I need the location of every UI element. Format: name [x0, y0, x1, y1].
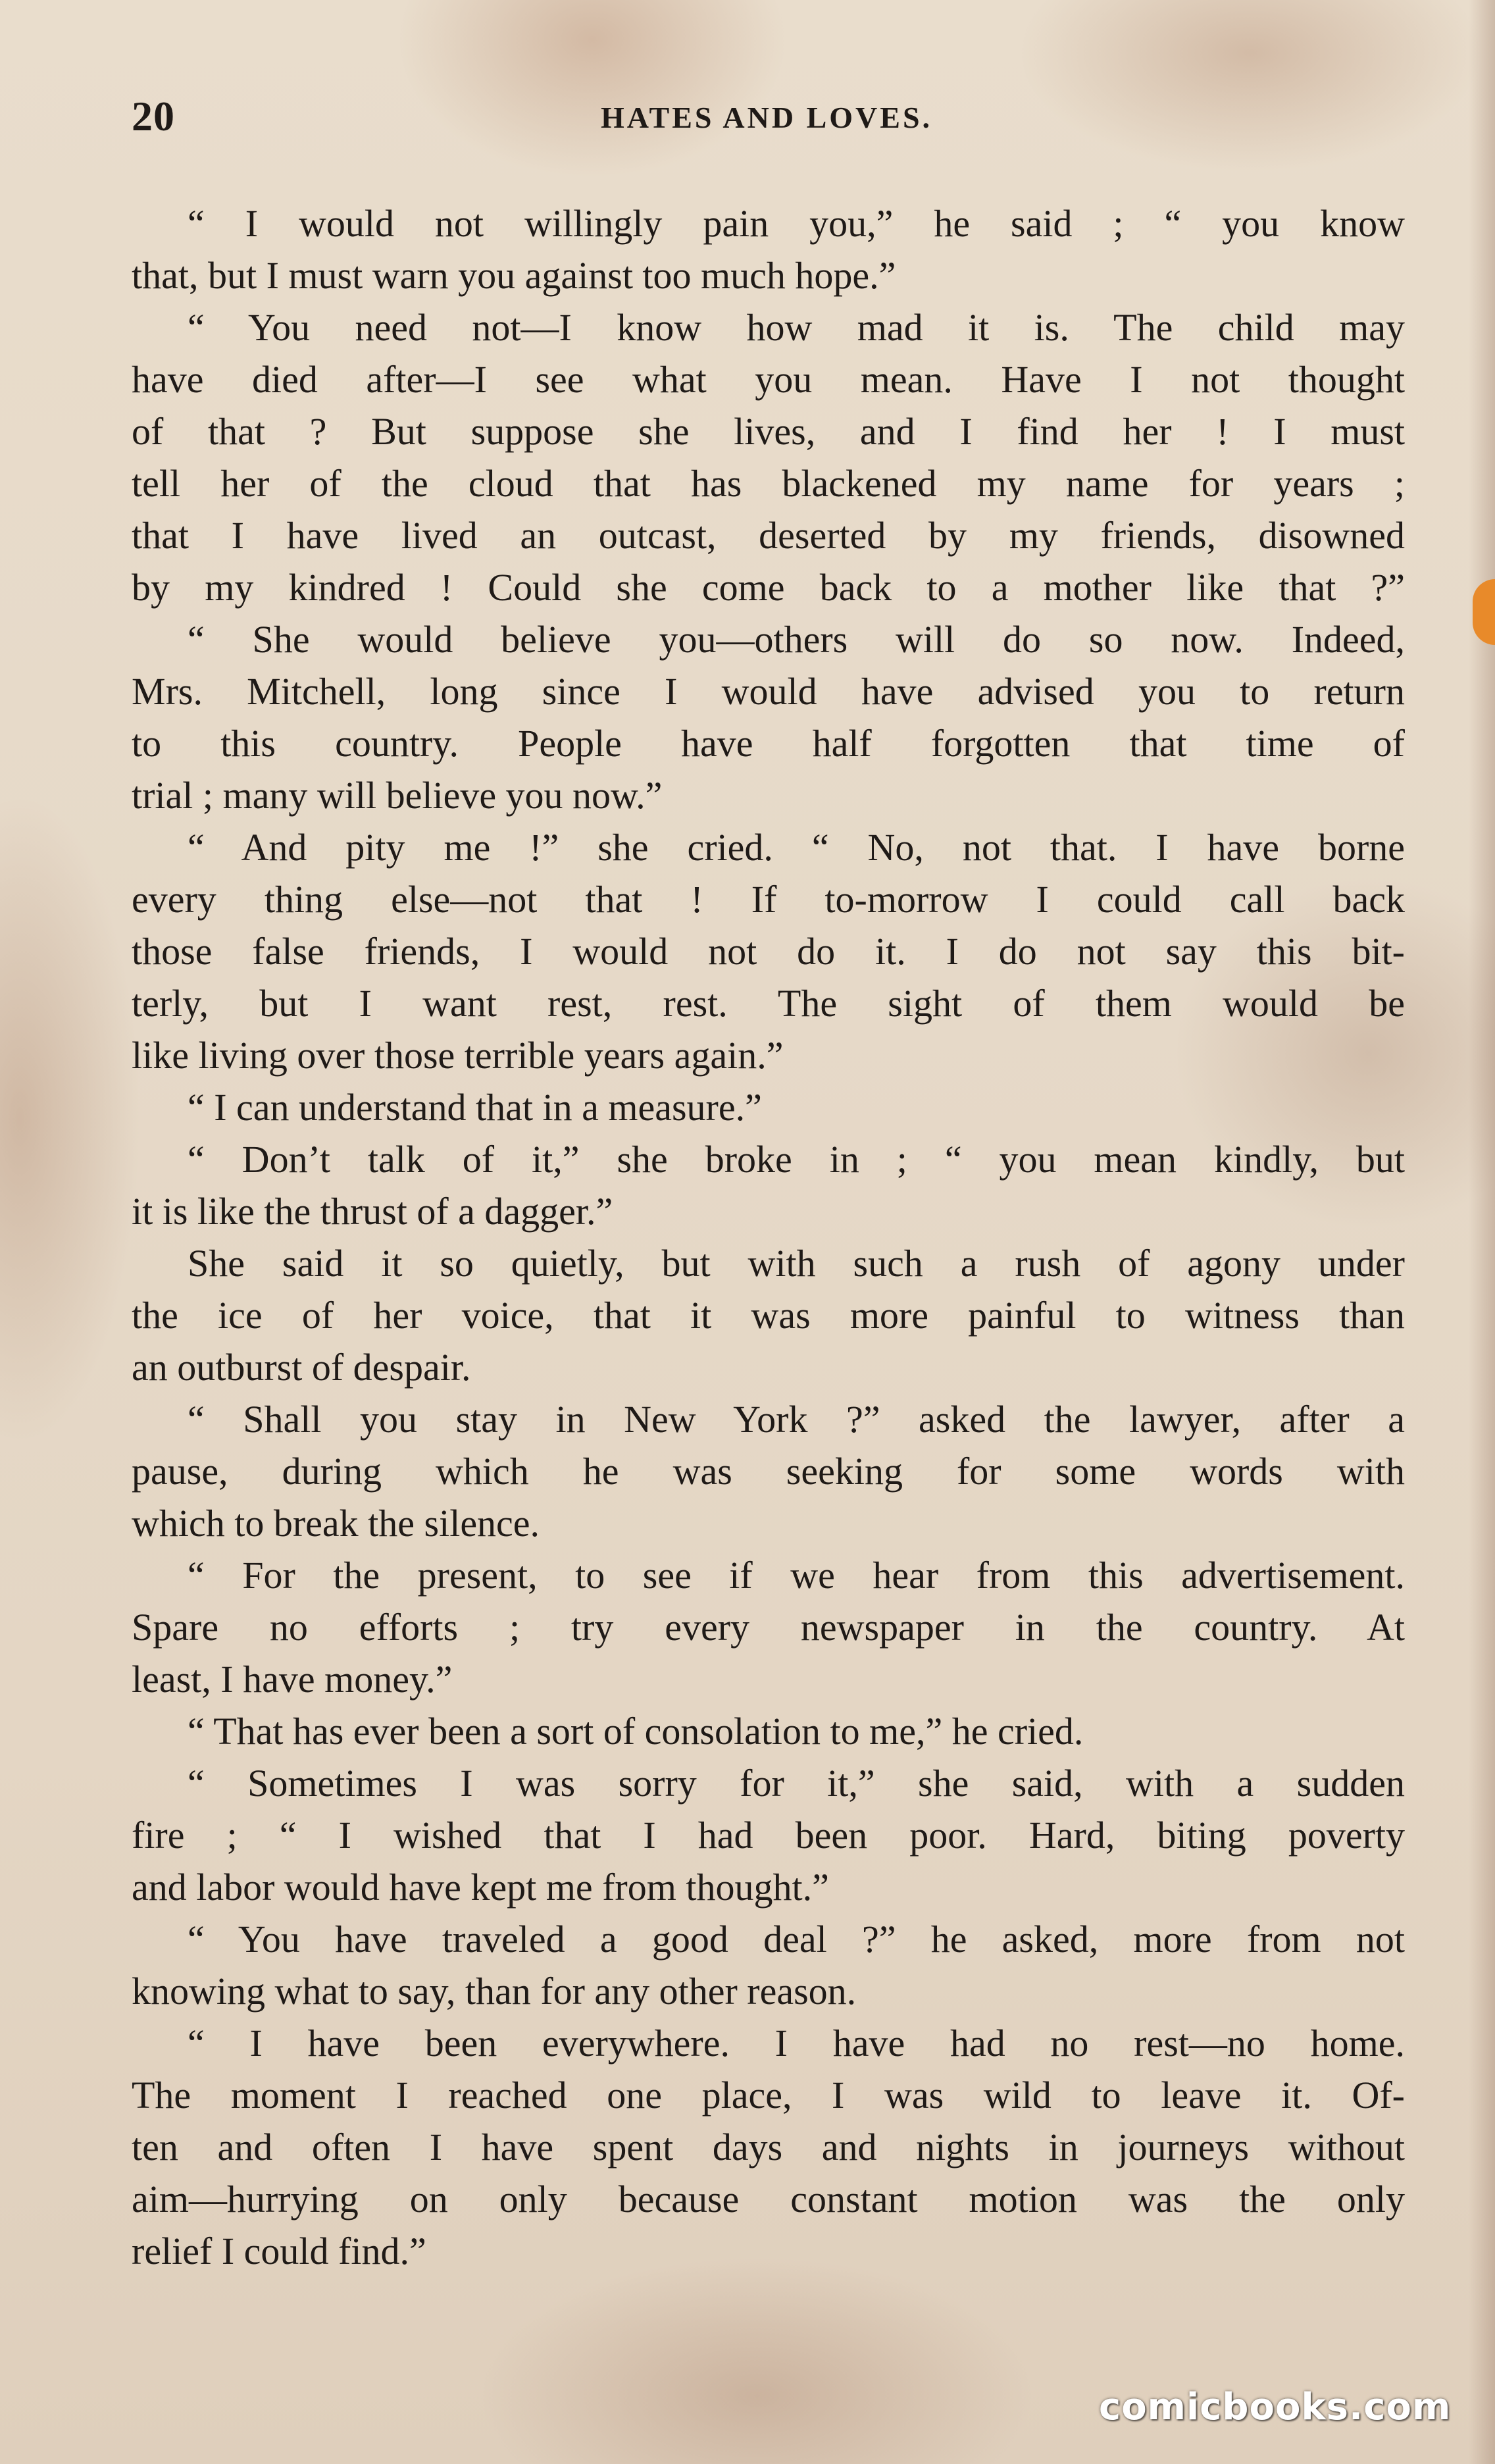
text-line: an outburst of despair.	[132, 1346, 471, 1389]
text-line: have died after—I see what you mean. Have I not thought	[132, 358, 1405, 401]
text-line: least, I have money.”	[132, 1658, 453, 1701]
text-line: “ You need not—I know how mad it is. The child may	[188, 306, 1405, 349]
text-line: it is like the thrust of a dagger.”	[132, 1190, 613, 1233]
text-line: Spare no efforts ; try every newspaper in the country. At	[132, 1606, 1405, 1649]
text-line: by my kindred ! Could she come back to a mother like that ?”	[132, 566, 1405, 609]
text-line: “ She would believe you—others will do so now. Indeed,	[188, 618, 1405, 661]
text-line: “ Shall you stay in New York ?” asked the lawyer, after a	[188, 1398, 1405, 1441]
text-line: “ I can understand that in a measure.”	[188, 1086, 762, 1129]
text-line: “ Don’t talk of it,” she broke in ; “ you mean kindly, but	[188, 1138, 1405, 1181]
text-line: terly, but I want rest, rest. The sight of them would be	[132, 982, 1405, 1025]
text-line: ten and often I have spent days and nights in journeys without	[132, 2126, 1405, 2169]
text-line: “ I have been everywhere. I have had no rest—no home.	[188, 2022, 1405, 2065]
text-line: The moment I reached one place, I was wild to leave it. Of-	[132, 2074, 1405, 2117]
running-title: HATES AND LOVES.	[600, 101, 933, 134]
text-line: and labor would have kept me from thought.”	[132, 1866, 829, 1909]
text-line: “ That has ever been a sort of consolation to me,” he cried.	[188, 1710, 1084, 1753]
text-line: fire ; “ I wished that I had been poor. Hard, biting poverty	[132, 1814, 1405, 1857]
page-header	[132, 92, 1402, 151]
text-line: to this country. People have half forgotten that time of	[132, 722, 1405, 765]
text-line: that, but I must warn you against too much hope.”	[132, 254, 896, 297]
text-line: “ And pity me !” she cried. “ No, not that. I have borne	[188, 826, 1405, 869]
body-text	[132, 197, 1405, 2277]
text-line: of that ? But suppose she lives, and I find her ! I must	[132, 410, 1405, 453]
text-line: pause, during which he was seeking for some words with	[132, 1450, 1405, 1493]
text-line: knowing what to say, than for any other reason.	[132, 1970, 857, 2013]
text-line: She said it so quietly, but with such a rush of agony under	[188, 1242, 1405, 1285]
text-line: tell her of the cloud that has blackened my name for years ;	[132, 462, 1405, 505]
text-line: “ For the present, to see if we hear from this advertisement.	[188, 1554, 1405, 1597]
text-line: trial ; many will believe you now.”	[132, 774, 663, 817]
text-line: like living over those terrible years again.”	[132, 1034, 784, 1077]
text-line: the ice of her voice, that it was more painful to witness than	[132, 1294, 1405, 1337]
page-tab-marker	[1473, 579, 1495, 645]
text-line: relief I could find.”	[132, 2230, 426, 2272]
text-line: “ I would not willingly pain you,” he said ; “ you know	[188, 202, 1405, 245]
text-line: which to break the silence.	[132, 1502, 540, 1545]
text-line: aim—hurrying on only because constant motion was the only	[132, 2178, 1405, 2220]
text-line: Mrs. Mitchell, long since I would have advised you to return	[132, 670, 1405, 713]
text-line: every thing else—not that ! If to-morrow I could call back	[132, 878, 1405, 921]
text-line: “ Sometimes I was sorry for it,” she said, with a sudden	[188, 1762, 1405, 1805]
text-line: those false friends, I would not do it. I do not say this bit-	[132, 930, 1405, 973]
watermark-logo: comicbooks.com	[1099, 2386, 1452, 2428]
text-line: “ You have traveled a good deal ?” he asked, more from not	[188, 1918, 1405, 1961]
page-number: 20	[132, 93, 175, 140]
text-line: that I have lived an outcast, deserted by my friends, disowned	[132, 514, 1405, 557]
page-edge-shadow	[1469, 0, 1495, 2464]
